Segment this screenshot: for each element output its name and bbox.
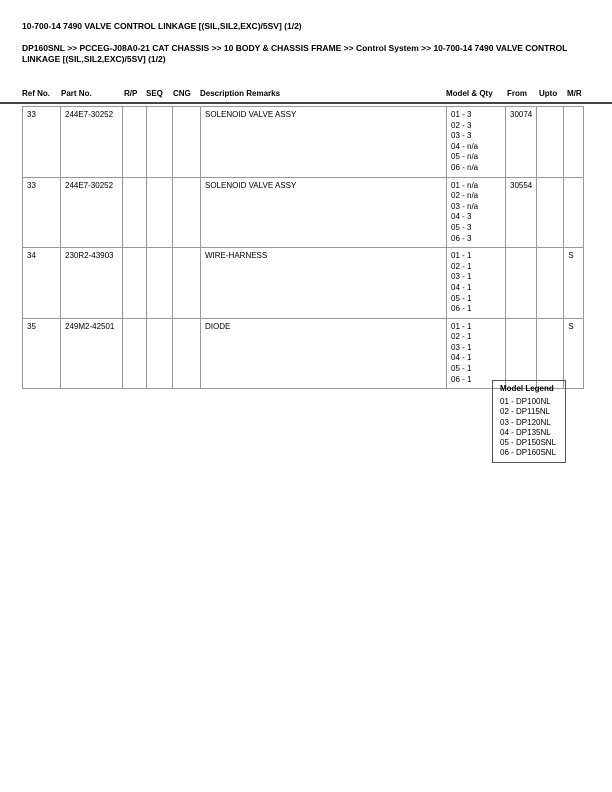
page-title: 10-700-14 7490 VALVE CONTROL LINKAGE [(SIL,SIL2,EXC)/5SV] (1/2) [22,21,302,31]
model-legend [492,380,566,463]
legend-item: 04 - DP135NL [500,427,551,437]
header-divider [0,102,612,104]
model-qty: 01 - 3 [451,110,472,119]
model-qty: 06 - n/a [451,162,479,172]
cell-ref: 34 [23,248,61,319]
legend-item: 03 - DP120NL [500,417,551,427]
breadcrumb: DP160SNL >> PCCEG-J08A0-21 CAT CHASSIS >> 10 BODY & CHASSIS FRAME >> Control System >> 10-700-14 7490 VALVE CONTROL LINKAGE [(SIL,SIL2,EXC)/5SV] (1/2) [22,43,568,64]
cell-desc: WIRE-HARNESS [201,248,447,319]
cell-rp [123,107,147,178]
cell-seq [147,318,173,389]
model-qty: 03 - 1 [451,342,472,352]
cell-part: 249M2-42501 [61,318,123,389]
cell-upto [537,318,564,389]
cell-rp [123,318,147,389]
cell-rp [123,177,147,248]
model-qty: 02 - 3 [451,120,472,130]
cell-from [506,318,537,389]
table-row [23,318,584,389]
cell-model [447,318,506,389]
cell-mr [564,107,584,178]
model-qty: 04 - n/a [451,141,479,151]
table-row [23,248,584,319]
model-qty: 05 - 1 [451,364,472,374]
cell-upto [537,248,564,319]
cell-upto [537,107,564,178]
model-qty: 02 - 1 [451,332,472,342]
model-qty: 02 - n/a [451,191,479,201]
model-qty: 06 - 3 [451,233,472,243]
model-qty: 05 - n/a [451,152,479,162]
cell-model [447,177,506,248]
cell-ref: 33 [23,107,61,178]
cell-rp [123,248,147,319]
header-part: Part No. [61,89,92,98]
cell-from: 30554 [506,177,537,248]
model-qty: 02 - 1 [451,261,472,271]
cell-desc: SOLENOID VALVE ASSY [201,177,447,248]
model-qty: 04 - 3 [451,212,472,222]
cell-desc: DIODE [201,318,447,389]
cell-from [506,248,537,319]
header-cng: CNG [173,89,191,98]
cell-part: 230R2-43903 [61,248,123,319]
model-qty: 03 - n/a [451,201,479,211]
cell-cng [173,177,201,248]
legend-item: 06 - DP160SNL [500,448,557,458]
table-row [23,107,584,178]
cell-ref: 33 [23,177,61,248]
cell-ref: 35 [23,318,61,389]
header-desc: Description Remarks [200,89,281,98]
legend-title: Model Legend [500,384,554,393]
model-qty: 04 - 1 [451,282,472,292]
header-model: Model & Qty [446,89,493,98]
header-seq: SEQ [146,89,163,98]
model-qty: 06 - 1 [451,374,472,384]
legend-item: 01 - DP100NL [500,397,551,407]
header-ref: Ref No. [22,89,50,98]
cell-cng [173,248,201,319]
header-upto: Upto [539,89,558,98]
model-qty: 05 - 1 [451,293,472,303]
model-qty: 03 - 3 [451,131,472,141]
cell-seq [147,177,173,248]
cell-model [447,107,506,178]
legend-item: 05 - DP150SNL [500,438,557,448]
model-qty: 06 - 1 [451,304,472,314]
model-qty: 01 - 1 [451,251,472,261]
header-from: From [507,89,527,98]
cell-upto [537,177,564,248]
cell-seq [147,248,173,319]
table-row [23,177,584,248]
cell-from: 30074 [506,107,537,178]
parts-table [22,106,584,389]
cell-mr [564,177,584,248]
cell-part: 244E7-30252 [61,177,123,248]
cell-model [447,248,506,319]
cell-cng [173,318,201,389]
header-mr: M/R [567,89,582,98]
model-qty: 01 - n/a [451,180,479,190]
cell-cng [173,107,201,178]
cell-part: 244E7-30252 [61,107,123,178]
cell-mr: S [564,248,584,319]
model-qty: 01 - 1 [451,321,472,331]
cell-seq [147,107,173,178]
model-qty: 05 - 3 [451,222,472,232]
header-rp: R/P [124,89,138,98]
cell-desc: SOLENOID VALVE ASSY [201,107,447,178]
legend-item: 02 - DP115NL [500,407,551,417]
model-qty: 03 - 1 [451,272,472,282]
cell-mr: S [564,318,584,389]
model-qty: 04 - 1 [451,353,472,363]
